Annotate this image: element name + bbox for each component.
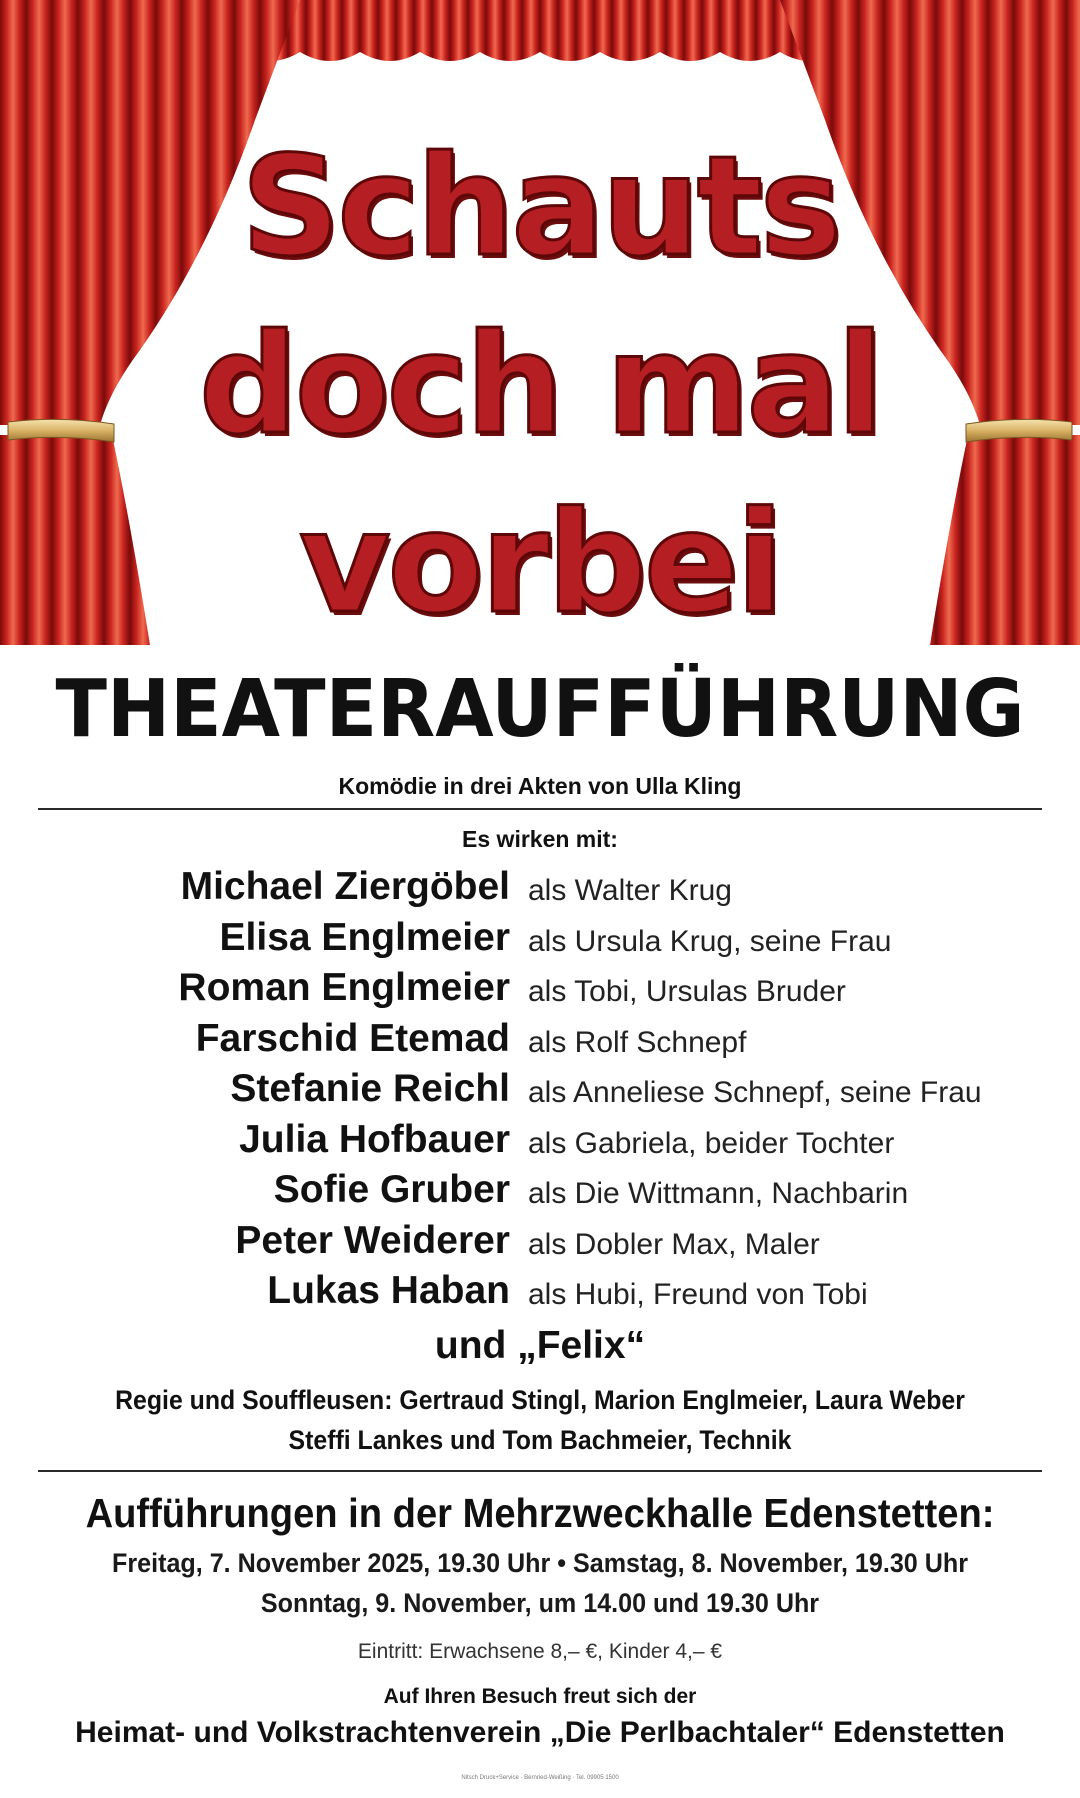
printer-imprint: Nitsch Druck+Service · Bernried-Weißing · Tel. 09905 1500 (461, 1775, 619, 1781)
actor-name: Michael Ziergöbel (180, 865, 510, 908)
role-name: als Gabriela, beider Tochter (528, 1126, 895, 1160)
cast-list (0, 862, 1080, 1317)
performances-heading: Aufführungen in der Mehrzweckhalle Edenstetten: (85, 1490, 995, 1536)
performance-dates-2: Sonntag, 9. November, um 14.00 und 19.30 Uhr (260, 1588, 820, 1618)
subtitle: Komödie in drei Akten von Ulla Kling (338, 773, 742, 799)
actor-name: Julia Hofbauer (239, 1117, 510, 1161)
actor-name: Farschid Etemad (195, 1016, 510, 1060)
cast-row (0, 1216, 1080, 1267)
role-name: als Hubi, Freund von Tobi (528, 1278, 868, 1311)
role-name: als Ursula Krug, seine Frau (528, 924, 892, 958)
role-name: als Die Wittmann, Nachbarin (528, 1177, 909, 1210)
left-curtain-lower (0, 435, 150, 645)
title-line-2: doch mal (199, 304, 881, 465)
role-name: als Rolf Schnepf (528, 1025, 747, 1059)
cast-row (0, 1014, 1080, 1065)
actor-name: Stefanie Reichl (230, 1067, 510, 1110)
role-name: als Anneliese Schnepf, seine Frau (528, 1076, 982, 1109)
curtain-stage (0, 0, 1080, 645)
actor-name: Peter Weiderer (235, 1218, 510, 1262)
performance-dates-1: Freitag, 7. November 2025, 19.30 Uhr • Samstag, 8. November, 19.30 Uhr (112, 1548, 968, 1578)
club-name: Heimat- und Volkstrachtenverein „Die Perlbachtaler“ Edenstetten (75, 1716, 1005, 1749)
divider (38, 808, 1042, 810)
welcome-line: Auf Ihren Besuch freut sich der (383, 1685, 697, 1708)
actor-name: Lukas Haban (267, 1269, 510, 1312)
title-line-1: Schauts (241, 126, 839, 287)
divider (38, 1470, 1042, 1472)
crew-line-2: Steffi Lankes und Tom Bachmeier, Technik (288, 1425, 792, 1455)
title-line-3: vorbei (299, 482, 781, 645)
crew-line-1: Regie und Souffleusen: Gertraud Stingl, Marion Englmeier, Laura Weber (115, 1385, 965, 1415)
cast-row (0, 963, 1080, 1014)
role-name: als Walter Krug (528, 874, 732, 907)
admission-prices: Eintritt: Erwachsene 8,– €, Kinder 4,– € (357, 1640, 723, 1663)
cast-row (0, 913, 1080, 964)
role-name: als Dobler Max, Maler (528, 1227, 820, 1261)
cast-row (0, 1165, 1080, 1216)
actor-name: Elisa Englmeier (219, 915, 510, 959)
actor-name: Roman Englmeier (178, 966, 510, 1009)
cast-row (0, 862, 1080, 913)
cast-row (0, 1115, 1080, 1166)
right-curtain-lower (930, 435, 1080, 645)
actor-name: Sofie Gruber (273, 1168, 510, 1211)
special-cast: und „Felix“ (434, 1324, 646, 1367)
cast-row (0, 1064, 1080, 1115)
role-name: als Tobi, Ursulas Bruder (528, 975, 846, 1008)
cast-heading: Es wirken mit: (462, 826, 618, 852)
headline: THEATERAUFFÜHRUNG (55, 663, 1025, 755)
cast-row (0, 1266, 1080, 1317)
